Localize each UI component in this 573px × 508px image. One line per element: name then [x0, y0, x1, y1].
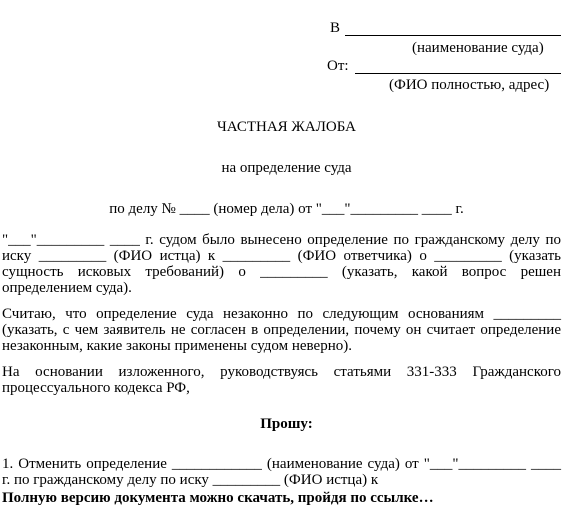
case-reference: по делу № ____ (номер дела) от "___"_________ ____ г.	[109, 201, 464, 217]
addressee-blank-line	[345, 20, 561, 36]
addressee-label: В	[330, 20, 341, 36]
paragraph-legal-basis: На основании изложенного, руководствуясь статьями 331-333 Гражданского процессуального кодекса РФ,	[2, 364, 561, 396]
document-title: ЧАСТНАЯ ЖАЛОБА	[217, 119, 356, 135]
download-link[interactable]: Полную версию документа можно скачать, пройдя по ссылке…	[2, 490, 434, 506]
request-heading: Прошу:	[260, 416, 313, 432]
paragraph-ruling: "___"_________ ____ г. судом было вынесено определение по гражданскому делу по иску _________ (ФИО истца) к _________ (ФИО ответчика) о _________ (указать сущность исковых требований) о _________ (указать, какой вопрос решен определением суда).	[2, 232, 561, 296]
request-item-1: 1. Отменить определение ____________ (наименование суда) от "___"_________ ____ г. по гражданскому делу по иску _________ (ФИО истца) к	[2, 456, 561, 488]
document-subtitle: на определение суда	[221, 160, 352, 176]
sender-blank-line	[355, 58, 561, 74]
paragraph-grounds: Считаю, что определение суда незаконно по следующим основаниям _________ (указать, с чем заявитель не согласен в определении, почему он считает определение незаконным, какие законы применены судом неверно).	[2, 306, 561, 354]
sender-caption: (ФИО полностью, адрес)	[389, 77, 550, 93]
addressee-caption: (наименование суда)	[412, 40, 544, 56]
sender-label: От:	[327, 58, 349, 74]
